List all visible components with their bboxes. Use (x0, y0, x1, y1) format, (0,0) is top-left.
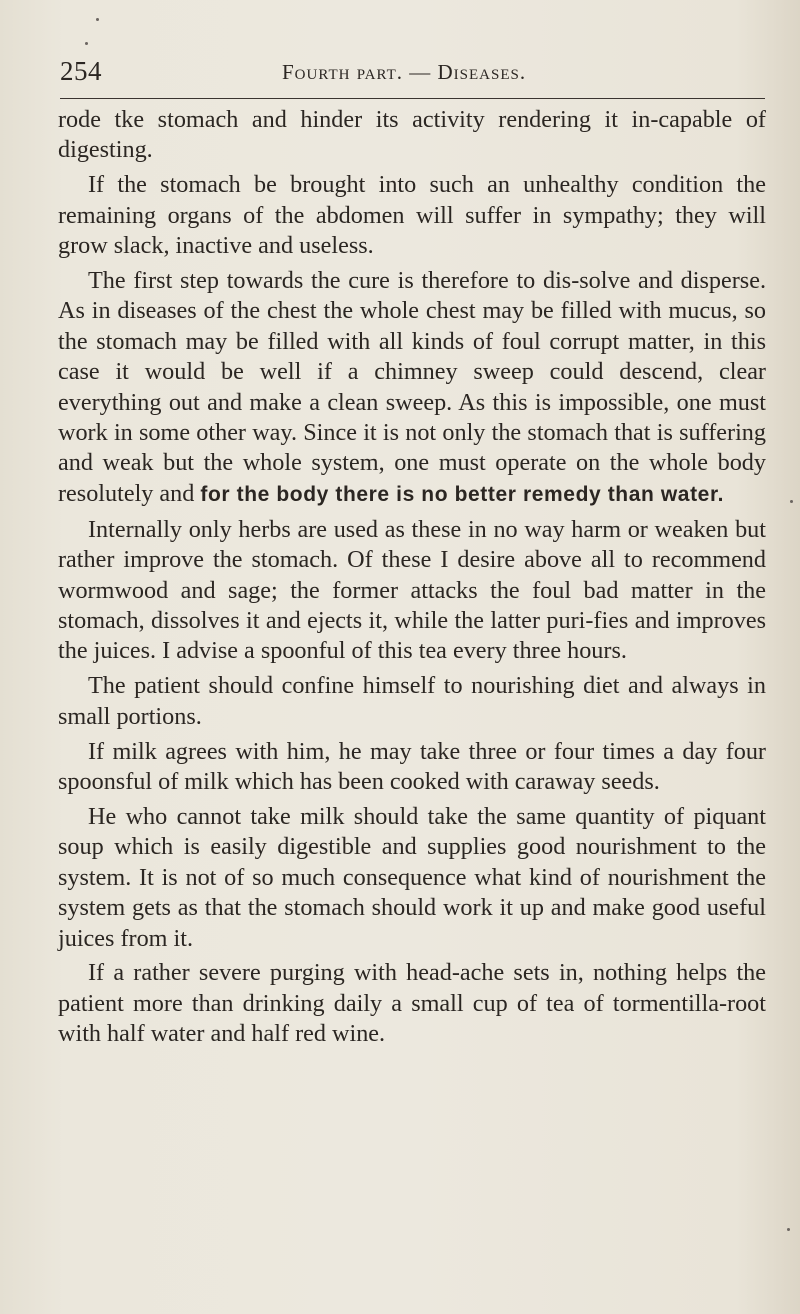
page-number: 254 (60, 56, 102, 86)
ink-speck (85, 42, 88, 45)
paragraph: He who cannot take milk should take the same quantity of piquant soup which is easily digestible and supplies good nourishment to the system. It is not of so much consequence what kind of nourishment the system gets as that the stomach should work it up and make good useful juices from it. (58, 802, 766, 952)
paragraph-text: The first step towards the cure is therefore to dis-solve and disperse. As in diseases of the chest the whole chest may be filled with mucus, so the stomach may be filled with all kinds of foul corrupt matter, in this case it would be well if a chimney sweep could descend, clear everything out and make a clean sweep. As this is impossible, one must work in some other way. Since it is not only the stomach that is suffering and weak but the whole system, one must operate on the whole body resolutely and (58, 267, 766, 507)
ink-speck (790, 500, 793, 503)
ink-speck (787, 1228, 790, 1231)
paragraph: If the stomach be brought into such an unhealthy condition the remaining organs of the abdomen will suffer in sympathy; they will grow slack, inactive and useless. (58, 171, 766, 260)
emphasized-text: for the body there is no better remedy than water. (200, 482, 725, 506)
paragraph-continuation: rode tke stomach and hinder its activity rendering it in-capable of digesting. (58, 106, 766, 164)
header-rule (60, 98, 765, 99)
running-head: Fourth part. — Diseases. (282, 60, 527, 84)
paragraph: If a rather severe purging with head-ache sets in, nothing helps the patient more than drinking daily a small cup of tea of tormentilla-root with half water and half red wine. (58, 959, 766, 1048)
paragraph: If milk agrees with him, he may take three or four times a day four spoonsful of milk which has been cooked with caraway seeds. (58, 737, 766, 796)
page-header (60, 56, 760, 92)
ink-speck (96, 18, 99, 21)
paragraph: Internally only herbs are used as these in no way harm or weaken but rather improve the stomach. Of these I desire above all to recommend wormwood and sage; the former attacks the foul bad matter in the stomach, dissolves it and ejects it, while the latter puri-fies and improves the juices. I advise a spoonful of this tea every three hours. (58, 515, 766, 665)
paragraph: The patient should confine himself to nourishing diet and always in small portions. (58, 672, 766, 730)
body-text (58, 105, 766, 1054)
paragraph (58, 266, 766, 510)
